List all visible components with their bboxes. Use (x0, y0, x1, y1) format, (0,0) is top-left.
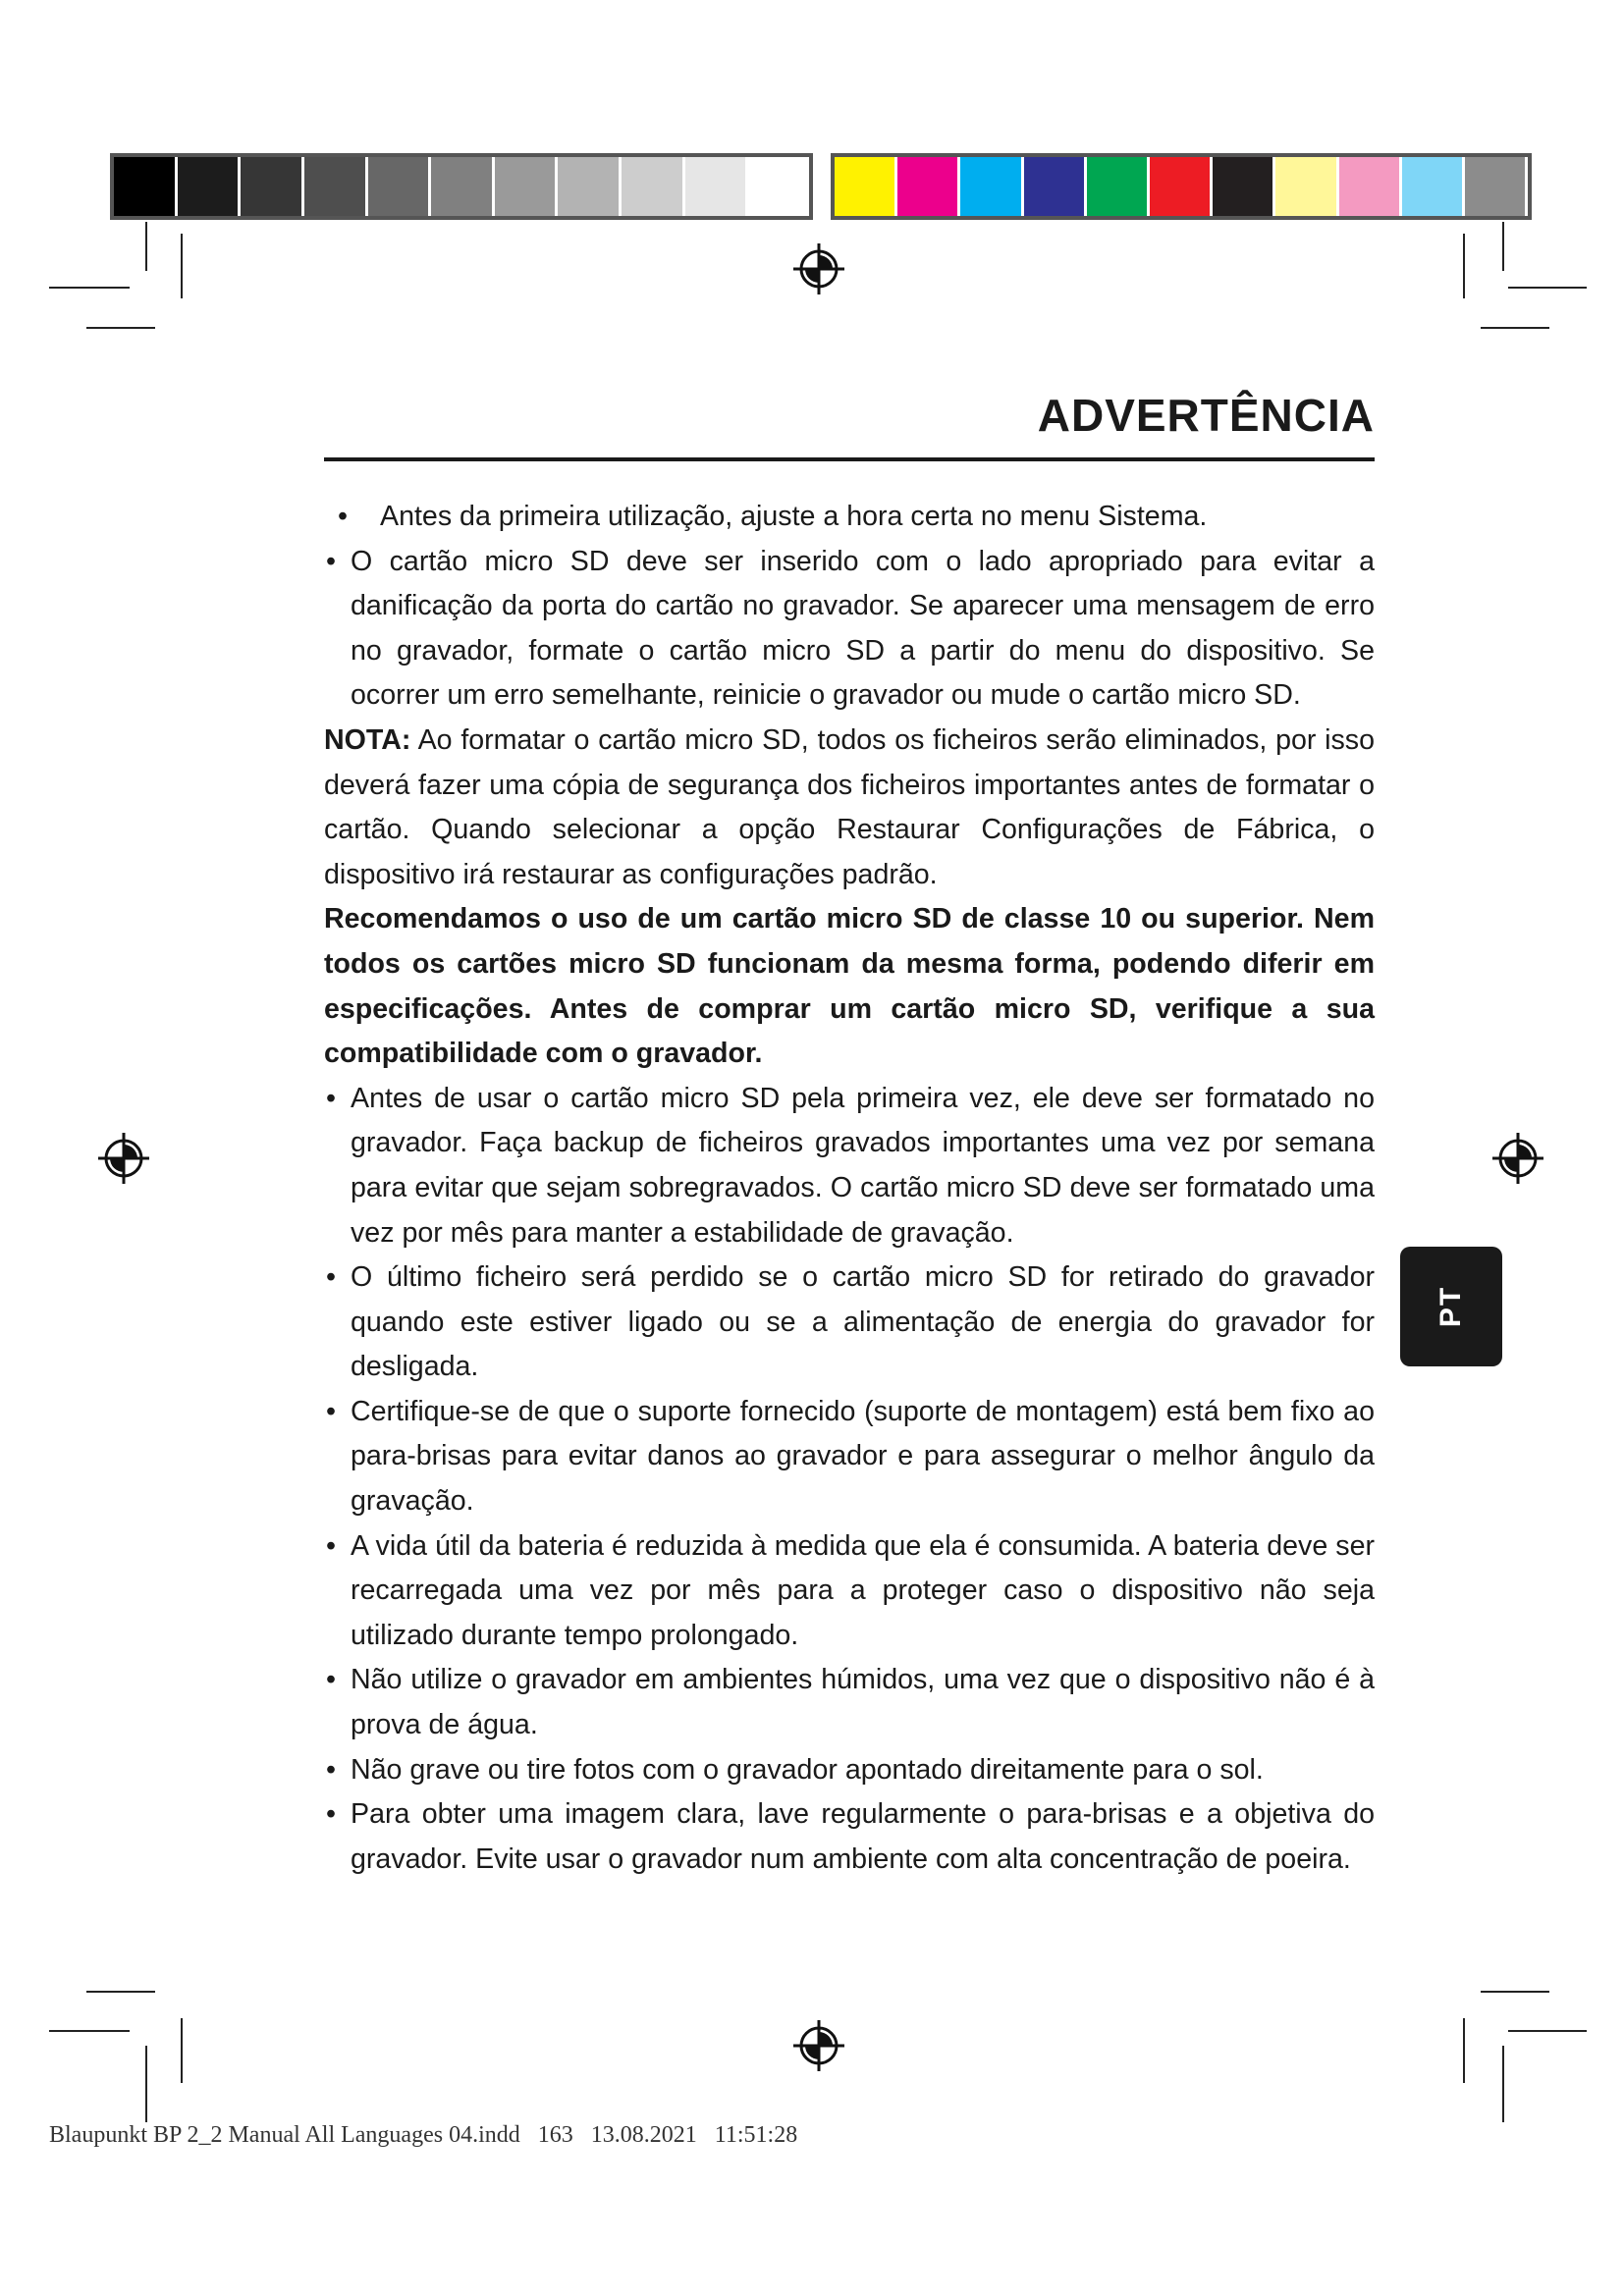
crop-mark (1508, 2030, 1587, 2032)
color-swatch (1465, 157, 1528, 216)
gray-swatch (368, 157, 432, 216)
recommendation-paragraph: Recomendamos o uso de um cartão micro SD de classe 10 ou superior. Nem todos os cartões micro SD funcionam da mesma forma, podendo diferir em especificações. Antes de comprar um cartão micro SD, verifique a sua compatibilidade com o gravador. (324, 903, 1375, 1070)
color-swatch (960, 157, 1023, 216)
crop-mark (1463, 234, 1465, 298)
list-item: • Não grave ou tire fotos com o gravador apontado direitamente para o sol. (324, 1748, 1375, 1793)
color-swatch (1024, 157, 1087, 216)
crop-mark (145, 222, 147, 271)
gray-swatch (178, 157, 242, 216)
gray-swatch (114, 157, 178, 216)
bullet: • (326, 1798, 337, 1831)
list-item: • O último ficheiro será perdido se o cartão micro SD for retirado do gravador quando este estiver ligado ou se a alimentação de energia do gravador for desligada. (324, 1255, 1375, 1390)
crop-mark (145, 2046, 147, 2122)
crop-mark (86, 327, 155, 329)
gray-swatch (431, 157, 495, 216)
bullet: • (326, 1261, 337, 1294)
bullet: • (338, 501, 349, 532)
note-label: NOTA: (324, 723, 411, 756)
list-item: • O cartão micro SD deve ser inserido com o lado apropriado para evitar a danificação da porta do cartão no gravador. Se aparecer uma mensagem de erro no gravador, formate o cartão micro SD a partir do menu do dispositivo. Se ocorrer um erro semelhante, reinicie o gravador ou mude o cartão micro SD. (324, 540, 1375, 719)
color-swatch (1402, 157, 1465, 216)
color-swatch (1275, 157, 1338, 216)
registration-mark-icon (791, 2018, 846, 2073)
color-swatch (1213, 157, 1275, 216)
crop-mark (181, 234, 183, 298)
gray-swatch (622, 157, 685, 216)
list-item: • A vida útil da bateria é reduzida à medida que ela é consumida. A bateria deve ser recarregada uma vez por mês para a proteger caso o dispositivo não seja utilizado durante tempo prolongado. (324, 1524, 1375, 1659)
registration-mark-icon (96, 1131, 151, 1186)
gray-swatch (558, 157, 622, 216)
gray-swatch (685, 157, 749, 216)
crop-mark (1463, 2018, 1465, 2083)
list-item: • Certifique-se de que o suporte fornecido (suporte de montagem) está bem fixo ao para-brisas para evitar danos ao gravador e para assegurar o melhor ângulo da gravação. (324, 1390, 1375, 1524)
color-swatch (1150, 157, 1213, 216)
crop-mark (49, 2030, 130, 2032)
grayscale-bar (110, 153, 813, 220)
crop-mark (1502, 2046, 1504, 2122)
list-item: • Antes da primeira utilização, ajuste a hora certa no menu Sistema. (324, 495, 1375, 540)
note-paragraph: NOTA: Ao formatar o cartão micro SD, todos os ficheiros serão eliminados, por isso deverá fazer uma cópia de segurança dos ficheiros importantes antes de formatar o cartão. Quando selecionar a opção Restaurar Configurações de Fábrica, o dispositivo irá restaurar as configurações padrão. (324, 723, 1375, 890)
color-bar (831, 153, 1532, 220)
color-swatch (1087, 157, 1150, 216)
crop-mark (1481, 1991, 1549, 1993)
bullet: • (326, 1529, 337, 1562)
gray-swatch (241, 157, 304, 216)
bullet: • (326, 1082, 337, 1114)
list-item: • Não utilize o gravador em ambientes húmidos, uma vez que o dispositivo não é à prova de água. (324, 1658, 1375, 1747)
crop-mark (1481, 327, 1549, 329)
bullet: • (326, 1753, 337, 1786)
color-swatch (897, 157, 960, 216)
color-swatch (835, 157, 897, 216)
page-title: ADVERTÊNCIA (1037, 390, 1375, 441)
language-tab (1400, 1247, 1502, 1366)
crop-mark (49, 287, 130, 289)
crop-mark (86, 1991, 155, 1993)
warning-content (324, 495, 1375, 1882)
list-item: • Antes de usar o cartão micro SD pela primeira vez, ele deve ser formatado no gravador. Faça backup de ficheiros gravados importantes uma vez por semana para evitar que sejam sobregravados. O cartão micro SD deve ser formatado uma vez por mês para manter a estabilidade de gravação. (324, 1077, 1375, 1255)
registration-mark-icon (1490, 1131, 1545, 1186)
print-slug: Blaupunkt BP 2_2 Manual All Languages 04.indd 163 13.08.2021 11:51:28 (49, 2122, 798, 2148)
bullet: • (326, 1664, 337, 1696)
gray-swatch (304, 157, 368, 216)
language-tab-label: PT (1435, 1285, 1467, 1328)
bullet: • (326, 1395, 337, 1427)
crop-mark (1508, 287, 1587, 289)
title-rule (324, 457, 1375, 461)
gray-swatch (748, 157, 809, 216)
gray-swatch (495, 157, 559, 216)
color-swatch (1339, 157, 1402, 216)
bullet: • (326, 545, 337, 577)
list-item: • Para obter uma imagem clara, lave regularmente o para-brisas e a objetiva do gravador. Evite usar o gravador num ambiente com alta concentração de poeira. (324, 1792, 1375, 1882)
crop-mark (1502, 222, 1504, 271)
crop-mark (181, 2018, 183, 2083)
registration-mark-icon (791, 241, 846, 296)
